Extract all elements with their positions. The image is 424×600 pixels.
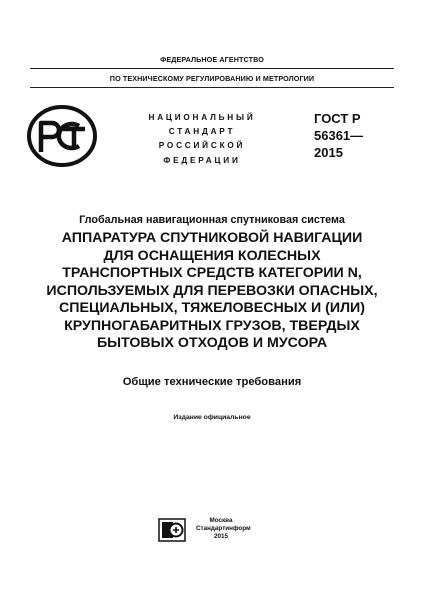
standartinform-logo-icon — [158, 518, 186, 542]
standard-code-line: 56361— — [314, 128, 364, 143]
document-title-line: БЫТОВЫХ ОТХОДОВ И МУСОРА — [96, 335, 328, 351]
document-title-line: АППАРАТУРА СПУТНИКОВОЙ НАВИГАЦИИ — [61, 230, 363, 246]
standard-code-line: 2015 — [314, 145, 343, 160]
document-title-line: ИСПОЛЬЗУЕМЫХ ДЛЯ ПЕРЕВОЗКИ ОПАСНЫХ, — [46, 282, 378, 299]
standard-title-line: НАЦИОНАЛЬНЫЙ — [148, 113, 256, 122]
system-name: Глобальная навигационная спутниковая система — [79, 214, 345, 226]
document-title-line: ТРАНСПОРТНЫХ СРЕДСТВ КАТЕГОРИИ N, — [62, 265, 362, 281]
standard-title-line: РОССИЙСКОЙ — [158, 141, 246, 151]
document-title-line: ДЛЯ ОСНАЩЕНИЯ КОЛЕСНЫХ — [103, 247, 321, 264]
document-subtitle: Общие технические требования — [122, 376, 302, 388]
agency-name-line-1: ФЕДЕРАЛЬНОЕ АГЕНТСТВО — [160, 55, 264, 64]
edition-note: Издание официальное — [173, 414, 251, 421]
document-title-line: СПЕЦИАЛЬНЫХ, ТЯЖЕЛОВЕСНЫХ И (ИЛИ) — [59, 300, 365, 316]
publication-year: 2015 — [213, 533, 228, 541]
header-divider-1 — [30, 68, 394, 69]
agency-name-line-2: ПО ТЕХНИЧЕСКОМУ РЕГУЛИРОВАНИЮ И МЕТРОЛОГИИ — [109, 74, 315, 83]
publisher-city: Москва — [209, 517, 233, 524]
publisher-name: Стандартинформ — [196, 525, 251, 533]
publisher-imprint — [196, 517, 251, 542]
standard-code-line: ГОСТ Р — [314, 111, 361, 126]
header-divider-2 — [30, 87, 394, 88]
standard-code — [314, 110, 363, 161]
standard-title-line: ФЕДЕРАЦИИ — [163, 155, 241, 165]
standard-type-title — [142, 111, 262, 168]
document-title-line: КРУПНОГАБАРИТНЫХ ГРУЗОВ, ТВЕРДЫХ — [64, 317, 360, 334]
standard-title-line: СТАНДАРТ — [168, 127, 236, 137]
rst-mark-icon — [27, 105, 97, 167]
document-title — [26, 230, 398, 353]
